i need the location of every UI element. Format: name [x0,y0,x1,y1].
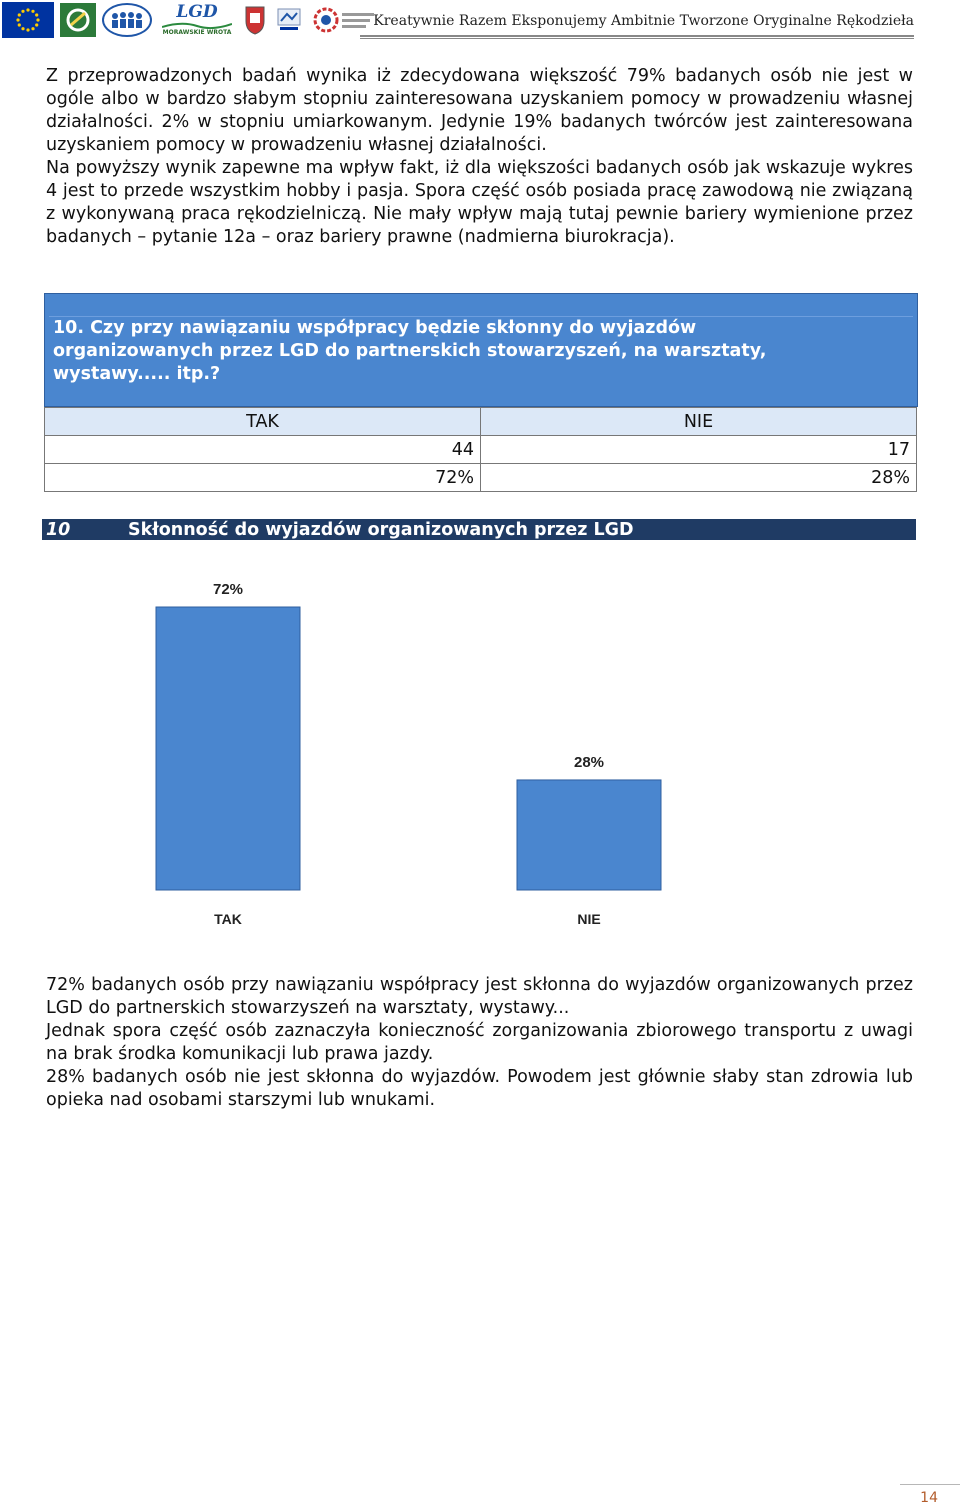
answers-header-nie: NIE [481,408,917,436]
summary-text [46,974,913,1112]
header-title: Kreatywnie Razem Eksponujemy Ambitnie Tworzone Oryginalne Rękodzieła [373,13,914,29]
summary-paragraph-1: 72% badanych osób przy nawiązaniu współpracy jest skłonna do wyjazdów organizowanych przez LGD do partnerskich stowarzyszeń na warsztaty, wystawy... [46,975,913,1018]
tick-label-tak: TAK [214,911,242,927]
answers-percent-nie: 28% [481,464,917,492]
bar-tak [156,607,300,890]
summary-paragraph-3: 28% badanych osób nie jest skłonna do wyjazdów. Powodem jest głównie słaby stan zdrowia lub opieka nad osobami starszymi lub wnukami. [46,1067,913,1110]
question-text: 10. Czy przy nawiązaniu współpracy będzie skłonny do wyjazdów organizowanych przez LGD do partnerskich stowarzyszeń, na warsztaty, wystawy..... itp.? [53,318,767,384]
chart-title: Skłonność do wyjazdów organizowanych przez LGD [128,520,634,540]
intro-paragraph-2: Na powyższy wynik zapewne ma wpływ fakt, iż dla większości badanych osób jak wskazuje wykres 4 jest to przede wszystkim hobby i pasja. Spora część osób posiada pracę zawodową nie związaną z wykonywaną praca rękodzielniczą. Nie mały wpływ mają tutaj pewnie bariery wymienione przez badanych – pytanie 12a – oraz bariery prawne (nadmierna biurokracja). [46,158,913,247]
intro-paragraph-1: Z przeprowadzonych badań wynika iż zdecydowana większość 79% badanych osób nie jest w ogóle albo w bardzo słabym stopniu zainteresowana uzyskaniem pomocy w prowadzeniu własnej działalności. 2% w stopniu umiarkowanym. Jedynie 19% badanych twórców jest zainteresowana uzyskaniem pomocy w prowadzeniu własnej działalności. [46,66,913,155]
bar-nie [517,780,661,890]
answers-percent-tak: 72% [45,464,481,492]
data-label-nie: 28% [573,753,605,771]
chart-number: 10 [46,520,71,540]
page-number: 14 [920,1490,938,1506]
summary-paragraph-2: Jednak spora część osób zaznaczyła konieczność zorganizowania zbiorowego transportu z uwagi na brak środka komunikacji lub prawa jazdy. [46,1021,913,1064]
lgd-logo-subtext: MORAWSKIE WROTA [162,29,232,36]
lgd-logo-text: LGD [176,2,218,22]
page-number-rule [900,1484,960,1485]
data-label-tak: 72% [212,581,244,598]
answers-count-nie: 17 [481,436,917,464]
answers-header-tak: TAK [45,408,481,436]
answers-count-tak: 44 [45,436,481,464]
tick-label-nie: NIE [577,911,601,927]
